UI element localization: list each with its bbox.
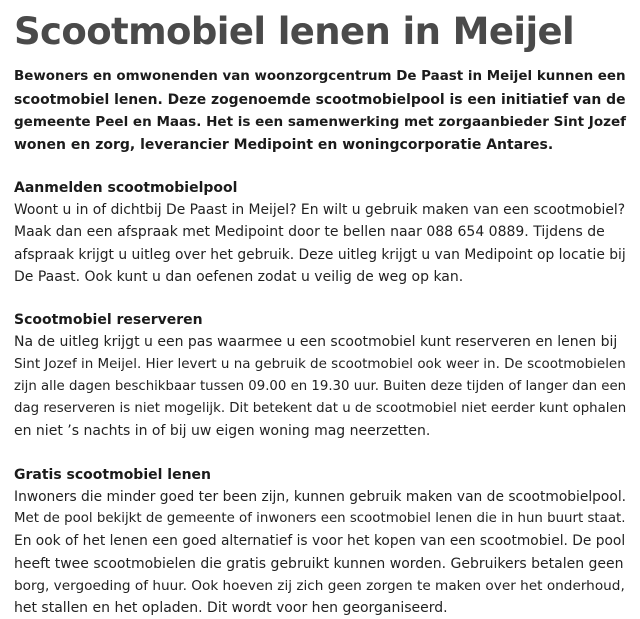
body-line: heeft twee scootmobielen die gratis gebruikt kunnen worden. Gebruikers betalen geen — [14, 555, 624, 572]
body-line: En ook of het lenen een goed alternatief is voor het kopen van een scootmobiel. De pool — [14, 533, 626, 550]
intro-paragraph — [14, 66, 626, 156]
section-aanmelden — [14, 177, 626, 288]
intro-line: Bewoners en omwonenden van woonzorgcentrum De Paast in Meijel kunnen een — [14, 69, 626, 84]
intro-line: scootmobiel lenen. Deze zogenoemde scootmobielpool is een initiatief van de — [14, 91, 626, 108]
body-line: Met de pool bekijkt de gemeente of inwoners een scootmobiel lenen die in hun buurt staat. — [14, 510, 626, 526]
page-title: Scootmobiel lenen in Meijel — [14, 10, 575, 53]
body-line: Sint Jozef in Meijel. Hier levert u na gebruik de scootmobiel ook weer in. De scootmobielen — [14, 356, 626, 373]
body-line: dag reserveren is niet mogelijk. Dit betekent dat u de scootmobiel niet eerder kunt ophalen — [14, 401, 627, 417]
section-body — [14, 331, 626, 442]
section-heading: Gratis scootmobiel lenen — [14, 466, 212, 483]
body-line: borg, vergoeding of huur. Ook hoeven zij zich geen zorgen te maken over het onderhoud, — [14, 577, 625, 594]
section-body — [14, 486, 626, 619]
body-line: Maak dan een afspraak met Medipoint door te bellen naar 088 654 0889. Tijdens de — [14, 224, 605, 241]
section-reserveren — [14, 309, 626, 442]
body-line: Inwoners die minder goed ter been zijn, kunnen gebruik maken van de scootmobielpool. — [14, 488, 627, 505]
section-heading: Aanmelden scootmobielpool — [14, 180, 238, 196]
body-line: het stallen en het opladen. Dit wordt voor hen georganiseerd. — [14, 600, 448, 617]
body-line: Na de uitleg krijgt u een pas waarmee u een scootmobiel kunt reserveren en lenen bij — [14, 334, 618, 351]
body-line: Woont u in of dichtbij De Paast in Meijel? En wilt u gebruik maken van een scootmobiel? — [14, 202, 626, 218]
section-body — [14, 199, 626, 288]
body-line: en niet ’s nachts in of bij uw eigen woning mag neerzetten. — [14, 423, 431, 440]
intro-line: wonen en zorg, leverancier Medipoint en woningcorporatie Antares. — [14, 136, 554, 153]
body-line: De Paast. Ook kunt u dan oefenen zodat u veilig de weg op kan. — [14, 268, 464, 285]
section-heading: Scootmobiel reserveren — [14, 312, 203, 329]
body-line: afspraak krijgt u uitleg over het gebruik. Deze uitleg krijgt u van Medipoint op locatie bij — [14, 246, 626, 263]
body-line: zijn alle dagen beschikbaar tussen 09.00 en 19.30 uur. Buiten deze tijden of langer dan een — [14, 378, 627, 394]
intro-line: gemeente Peel en Maas. Het is een samenwerking met zorgaanbieder Sint Jozef — [14, 114, 627, 130]
section-gratis — [14, 464, 626, 619]
